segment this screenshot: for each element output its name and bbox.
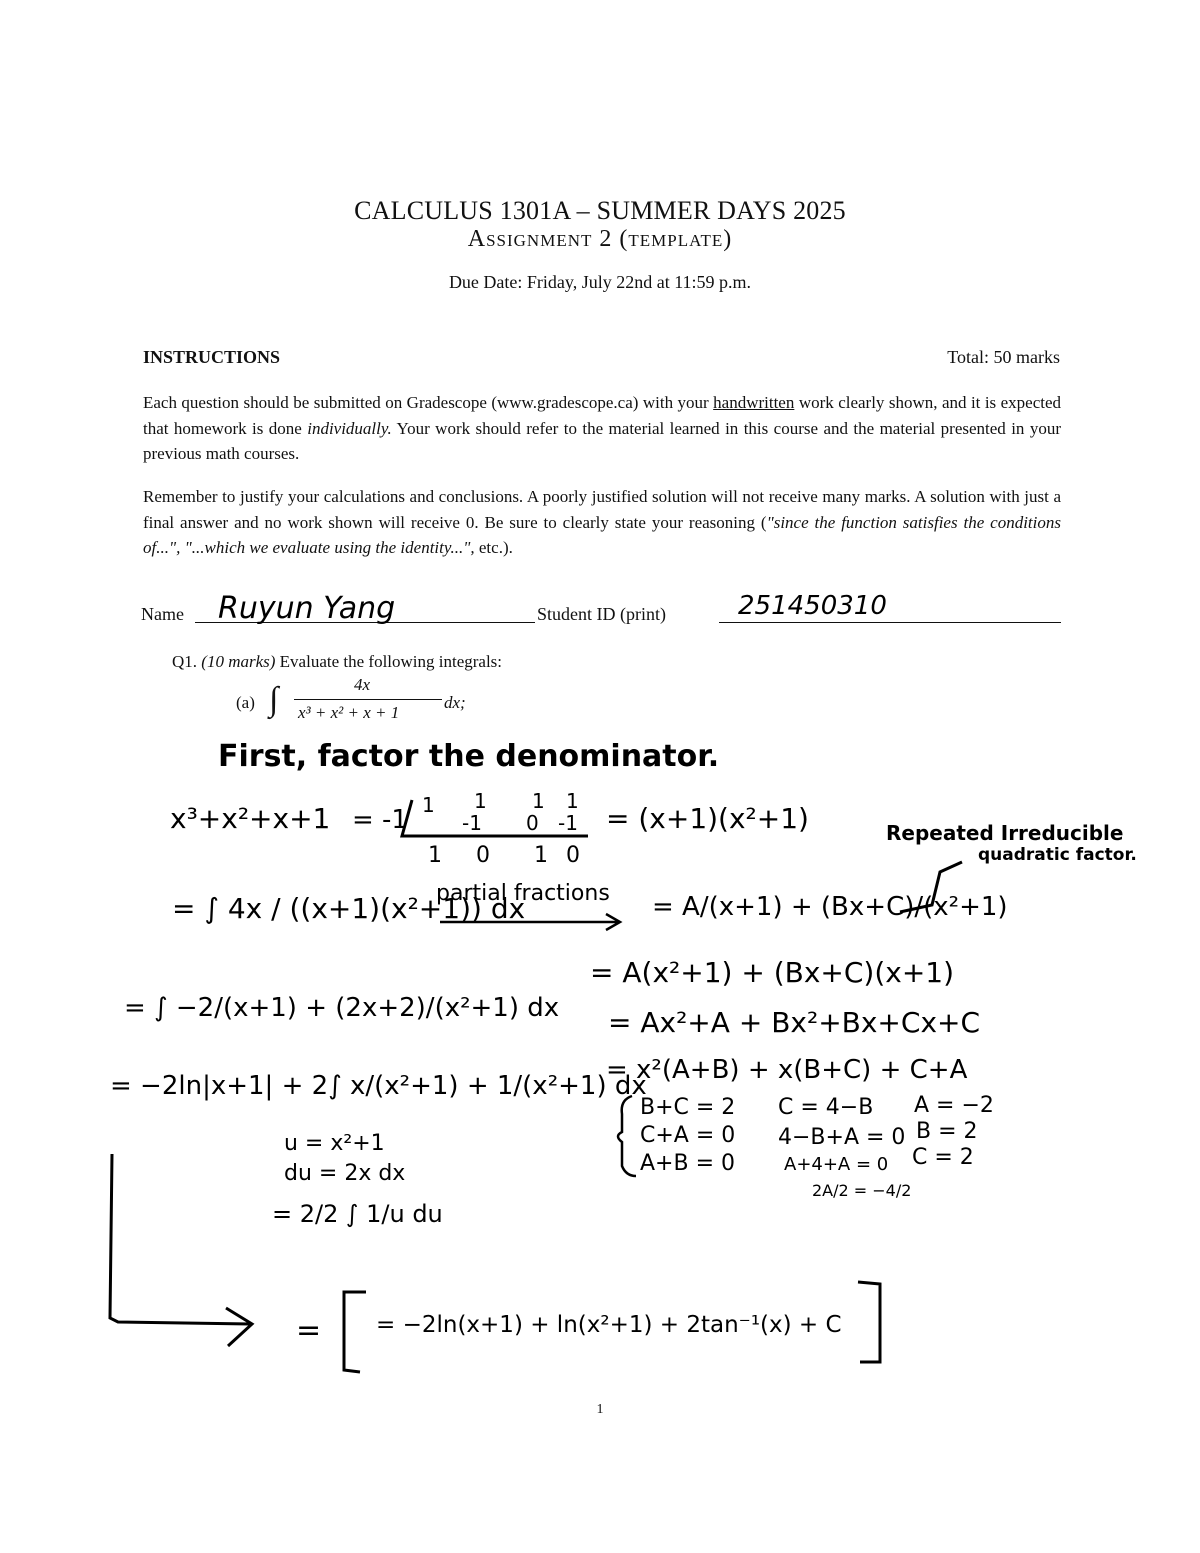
p1-text-c: work clearly shown, and it is expected that homework is done (143, 393, 1062, 438)
p1-text-e: Your work should refer to the material learned in this course and the material presented in your previous math courses. (143, 418, 1061, 463)
hw-step-2: = −2ln|x+1| + 2∫ x/(x²+1) + 1/(x²+1) dx (110, 1071, 647, 1101)
name-label: Name (141, 604, 184, 624)
part-label: (a) (236, 693, 255, 712)
synth-r3-c4: 0 (566, 843, 580, 868)
instructions-paragraph-2 (143, 484, 1061, 561)
hw-final-answer: = −2ln(x+1) + ln(x²+1) + 2tan⁻¹(x) + C (376, 1312, 842, 1338)
note-arrow (900, 862, 962, 912)
synth-r1-c4: 1 (566, 789, 579, 813)
instructions-heading: INSTRUCTIONS (143, 347, 281, 367)
p1-handwritten: handwritten (713, 393, 795, 412)
total-marks: Total: 50 marks (947, 347, 1060, 367)
synth-r2-c3: -1 (558, 811, 578, 835)
synth-r2-c2: 0 (526, 811, 539, 835)
integral-sign: ∫ (269, 681, 279, 718)
synth-r1-c3: 1 (532, 789, 545, 813)
hw-eq-line-1: = A(x²+1) + (Bx+C)(x+1) (590, 956, 955, 989)
hw-note-repeated: Repeated Irreducible (886, 821, 1124, 845)
hw-usub-3: = 2/2 ∫ 1/u du (272, 1200, 443, 1228)
hw-partial-label: partial fractions (436, 881, 610, 906)
hw-eq-line-2: = Ax²+A + Bx²+Bx+Cx+C (608, 1006, 981, 1039)
hw-pf-result: = A/(x+1) + (Bx+C)/(x²+1) (652, 892, 1008, 922)
final-arrow (110, 1154, 252, 1346)
student-id-line (719, 622, 1061, 623)
hw-sys-1: B+C = 2 (640, 1095, 736, 1120)
hw-note-quadratic: quadratic factor. (978, 845, 1137, 865)
hw-eq-line-3: = x²(A+B) + x(B+C) + C+A (606, 1055, 968, 1085)
numerator: 4x (354, 675, 371, 694)
student-id-label: Student ID (print) (537, 604, 666, 624)
hw-sol-c: C = 2 (912, 1145, 974, 1170)
final-bracket-left (344, 1292, 366, 1372)
system-brace (618, 1096, 636, 1176)
synth-r1-c1: 1 (422, 793, 435, 817)
synth-r3-c3: 1 (534, 843, 548, 868)
synth-r2-c1: -1 (462, 811, 482, 835)
hw-line-first-factor: First, factor the denominator. (218, 739, 720, 774)
p2-quotes: "since the function satisfies the conditions of...", "...which we evaluate using the identity...", (143, 512, 1061, 557)
synth-r3-c2: 0 (476, 843, 490, 868)
hw-sol-b: B = 2 (916, 1119, 978, 1144)
name-line (195, 622, 535, 623)
question-marks: (10 marks) (201, 652, 276, 671)
page-number: 1 (596, 1402, 604, 1417)
p1-text-a: Each question should be submitted on Gradescope (www.gradescope.ca) with your (143, 393, 709, 412)
hw-step-1: = ∫ −2/(x+1) + (2x+2)/(x²+1) dx (124, 993, 560, 1023)
final-bracket-right (858, 1282, 880, 1362)
hw-sys-2: C+A = 0 (640, 1123, 736, 1148)
hw-synth-divisor: = -1 (352, 805, 408, 835)
p2-text-a: Remember to justify your calculations and conclusions. A poorly justified solution will not receive many marks. A solution with just a final answer and no work shown will receive 0. Be sure to clearly state your reasoning ( (143, 487, 1061, 532)
p2-text-c: etc.). (478, 538, 513, 557)
hw-usub-2: du = 2x dx (284, 1161, 406, 1186)
hw-sol-a: A = −2 (914, 1093, 994, 1118)
assignment-subtitle: Assignment 2 (template) (467, 226, 733, 252)
assignment-title: CALCULUS 1301A – SUMMER DAYS 2025 (354, 196, 846, 225)
hw-sub-2: 4−B+A = 0 (778, 1125, 906, 1150)
p1-individually: individually. (307, 418, 392, 438)
hw-factor-rhs: = (x+1)(x²+1) (606, 802, 809, 835)
partial-fractions-arrow (440, 914, 620, 930)
handwritten-name: Ruyun Yang (218, 591, 396, 626)
hw-usub-1: u = x²+1 (284, 1131, 385, 1156)
synth-r1-c2: 1 (474, 789, 487, 813)
handwritten-student-id: 251450310 (738, 591, 887, 621)
hw-sub-1: C = 4−B (778, 1095, 874, 1120)
question-text: Evaluate the following integrals: (279, 652, 503, 671)
synth-division-bracket (402, 800, 588, 836)
hw-integral-eq: = ∫ 4x / ((x+1)(x²+1)) dx (172, 892, 526, 925)
due-date: Due Date: Friday, July 22nd at 11:59 p.m. (448, 272, 752, 292)
synth-r3-c1: 1 (428, 843, 442, 868)
hw-sub-4: 2A/2 = −4/2 (812, 1181, 912, 1200)
hw-final-equals: = (296, 1313, 322, 1348)
question-part-a (236, 675, 496, 729)
hw-sub-3: A+4+A = 0 (784, 1154, 889, 1175)
student-info-row (141, 600, 1061, 630)
instructions-paragraph-1 (143, 390, 1061, 467)
fraction-bar (294, 699, 442, 700)
dx-tail: dx; (444, 693, 466, 712)
denominator: x³ + x² + x + 1 (298, 703, 400, 722)
hw-sys-3: A+B = 0 (640, 1151, 735, 1176)
hw-factor-lhs: x³+x²+x+1 (170, 802, 331, 835)
question-1 (172, 652, 502, 672)
question-number: Q1. (172, 652, 198, 671)
